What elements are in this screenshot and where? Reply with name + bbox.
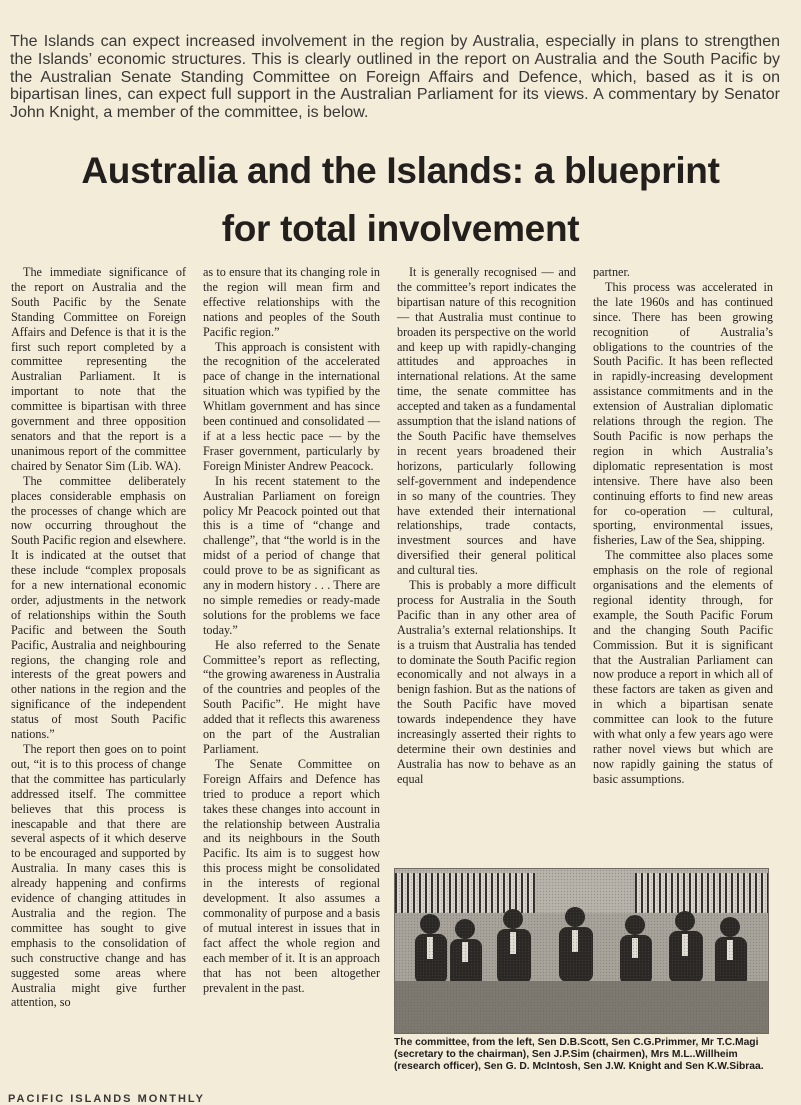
article-column-2 [203, 265, 380, 995]
paragraph: This is probably a more difficult process for Australia in the South Pacific than in any other area of Australia’s external relationships. It is a truism that Australia has tended to dominate the South Pacific region economically and not always in a benign fashion. But as the nations of the South Pacific have moved towards independence they have increasingly asserted their rights to determine their own destinies and Australia has now to behave as an equal [397, 578, 576, 786]
paragraph: The committee deliberately places considerable emphasis on the processes of change which are now occurring throughout the South Pacific region and elsewhere. It is indicated at the outset that these include “complex proposals for a new international economic order, adjustments in the network of relationships within the South Pacific and between the South Pacific, Australia and neighbouring regions, the changing role and interests of the great powers and other nations in the region and the significance of the independent status of most South Pacific nations.” [11, 473, 186, 742]
headline-line-1: Australia and the Islands: a blueprint [81, 150, 720, 191]
article-column-1 [11, 265, 186, 1010]
paragraph: This process was accelerated in the late 1960s and has continued since. There has been growing recognition of Australia’s obligations to the countries of the South Pacific. It has been reflected in rapidly-increasing development assistance commitments and in the extension of Australian diplomatic relations through the region. The South Pacific is now perhaps the region in which Australia’s diplomatic representation is most intensive. There have also been continuing efforts to find new areas for co-operation — cultural, sporting, environmental issues, fisheries, Law of the Sea, shipping. [593, 279, 773, 548]
paragraph: He also referred to the Senate Committee’s report as reflecting, “the growing awareness in Australia of the countries and peoples of the South Pacific”. He might have added that it reflects this awareness on the part of the Australian Parliament. [203, 637, 380, 756]
article-column-3 [397, 265, 576, 787]
paragraph: The immediate significance of the report on Australia and the South Pacific by the Senate Standing Committee on Foreign Affairs and Defence is that it is the first such report completed by a committee representing the Australian Parliament. It is important to note that the committee is bipartisan with three government and three opposition senators and that the report is a unanimous report of the committee chaired by Senator Sim (Lib. WA). [11, 265, 186, 473]
paragraph: The report then goes on to point out, “it is to this process of change that the committee has particularly addressed itself. The committee believes that this process is inescapable and that there are several aspects of it which deserve to be encouraged and supported by Australia. In many cases this is already happening and confirms evidence of changing attitudes in Australia and the region. The committee has sought to give emphasis to the consolidation of such constructive change and has suggested some areas where Australia might give further attention, so [11, 742, 186, 1010]
headline-line-2: for total involvement [221, 208, 580, 249]
committee-photo [394, 868, 769, 1034]
paragraph: This approach is consistent with the recognition of the accelerated pace of change in the international situation which was typified by the Whitlam government and has since been continued and consolidated — if at a less hectic pace — by the Fraser government, particularly by Foreign Minister Andrew Peacock. [203, 339, 380, 473]
paragraph: partner. [593, 265, 630, 279]
committee-photo-image [395, 869, 768, 1033]
paragraph: It is generally recognised — and the committee’s report indicates the bipartisan nature of this recognition — that Australia must continue to broaden its perspective on the world and keep up with rapidly-changing attitudes and approaches in international relations. At the same time, the senate committee has accepted and taken as a fundamental assumption that the island nations of the South Pacific have themselves in recent years broadened their horizons, particularly following self-government and independence in so many of the countries. They have extended their international relationships, trade contacts, investment sources and have diversified their general political and cultural ties. [397, 265, 576, 578]
paragraph: as to ensure that its changing role in the region will mean firm and effective relationships with the nations and peoples of the South Pacific region.” [203, 265, 380, 339]
footer-running-title: PACIFIC ISLANDS MONTHLY [8, 1093, 205, 1105]
intro-paragraph: The Islands can expect increased involvement in the region by Australia, especially in plans to strengthen the Islands’ economic structures. This is clearly outlined in the report on Australia and the South Pacific by the Australian Senate Standing Committee on Foreign Affairs and Defence, which, based as it is on bipartisan lines, can expect full support in the Australian Parliament for its views. A commentary by Senator John Knight, a member of the committee, is below. [10, 33, 780, 122]
article-column-4 [593, 265, 773, 787]
paragraph: The Senate Committee on Foreign Affairs and Defence has tried to produce a report which takes these changes into account in the relationship between Australia and its neighbours in the South Pacific. Its aim is to suggest how this process might be consolidated in the interests of regional development. It also assumes a commonality of purpose and a basis of mutual interest in issues that in fact affect the whole region and each member of it. It is an approach that has not been altogether prevalent in the past. [203, 756, 380, 995]
paragraph: In his recent statement to the Australian Parliament on foreign policy Mr Peacock pointed out that this is a time of “change and challenge”, that “the world is in the midst of a period of change that could prove to be as significant as any in modern history . . . There are no simple remedies or ready-made solutions for the problems we face today.” [203, 473, 380, 637]
photo-caption: The committee, from the left, Sen D.B.Scott, Sen C.G.Primmer, Mr T.C.Magi (secretary to the chairman), Sen J.P.Sim (chairmen), Mrs M.L..Willheim (research officer), Sen G. D. McIntosh, Sen J.W. Knight and Sen K.W.Sibraa. [394, 1037, 764, 1072]
paragraph: The committee also places some emphasis on the role of regional organisations and the elements of regional identity through, for example, the South Pacific Forum and the changing South Pacific Commission. But it is significant that the Australian Parliament can now produce a report in which all of these factors are taken as given and in which a bipartisan senate committee can look to the future with what only a few years ago were rather novel views but which are now rapidly gaining the status of basic assumptions. [593, 548, 773, 786]
